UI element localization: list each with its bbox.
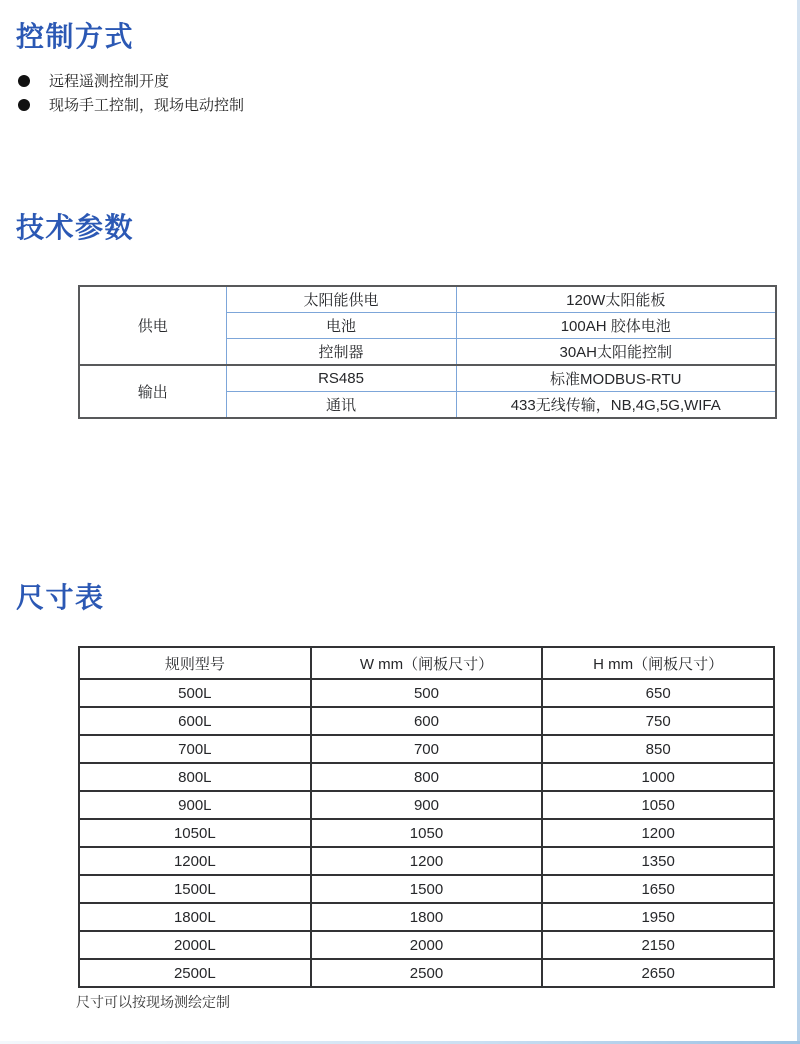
- bullet-icon: [18, 75, 30, 87]
- column-header-height: H mm（闸板尺寸）: [542, 647, 774, 679]
- model-cell: 1200L: [79, 847, 311, 875]
- height-cell: 1350: [542, 847, 774, 875]
- param-cell: 电池: [226, 313, 456, 339]
- width-cell: 1800: [311, 903, 543, 931]
- table-row: [79, 735, 774, 763]
- width-cell: 1050: [311, 819, 543, 847]
- table-row: [79, 819, 774, 847]
- value-cell: 100AH 胶体电池: [456, 313, 776, 339]
- table-row: [79, 791, 774, 819]
- height-cell: 650: [542, 679, 774, 707]
- model-cell: 700L: [79, 735, 311, 763]
- column-header-model: 规则型号: [79, 647, 311, 679]
- width-cell: 2000: [311, 931, 543, 959]
- height-cell: 1200: [542, 819, 774, 847]
- param-cell: 控制器: [226, 339, 456, 366]
- height-cell: 850: [542, 735, 774, 763]
- tech-params-table: [78, 285, 777, 419]
- table-row: [79, 931, 774, 959]
- width-cell: 800: [311, 763, 543, 791]
- bullet-icon: [18, 99, 30, 111]
- param-cell: 太阳能供电: [226, 286, 456, 313]
- height-cell: 750: [542, 707, 774, 735]
- value-cell: 30AH太阳能控制: [456, 339, 776, 366]
- model-cell: 1050L: [79, 819, 311, 847]
- table-header-row: [79, 647, 774, 679]
- width-cell: 500: [311, 679, 543, 707]
- table-row: [79, 763, 774, 791]
- model-cell: 2500L: [79, 959, 311, 987]
- table-row: [79, 959, 774, 987]
- width-cell: 1200: [311, 847, 543, 875]
- section-title-control-method: 控制方式: [16, 21, 135, 52]
- height-cell: 2650: [542, 959, 774, 987]
- model-cell: 500L: [79, 679, 311, 707]
- width-cell: 900: [311, 791, 543, 819]
- model-cell: 1800L: [79, 903, 311, 931]
- list-item: [18, 73, 244, 88]
- width-cell: 700: [311, 735, 543, 763]
- table-row: [79, 365, 776, 392]
- table-row: [79, 875, 774, 903]
- model-cell: 600L: [79, 707, 311, 735]
- table-row: [79, 286, 776, 313]
- list-item-text: 远程遥测控制开度: [49, 73, 170, 90]
- model-cell: 800L: [79, 763, 311, 791]
- model-cell: 2000L: [79, 931, 311, 959]
- height-cell: 1950: [542, 903, 774, 931]
- group-label-output: 输出: [79, 365, 226, 418]
- list-item: [18, 97, 244, 112]
- section-title-tech-params: 技术参数: [16, 212, 135, 243]
- table-row: [79, 903, 774, 931]
- list-item-text: 现场手工控制，现场电动控制: [49, 97, 245, 114]
- height-cell: 2150: [542, 931, 774, 959]
- table-row: [79, 847, 774, 875]
- height-cell: 1000: [542, 763, 774, 791]
- table-row: [79, 707, 774, 735]
- value-cell: 标准MODBUS-RTU: [456, 365, 776, 392]
- value-cell: 433无线传输，NB,4G,5G,WIFA: [456, 392, 776, 419]
- control-method-list: [18, 73, 244, 121]
- size-footnote: 尺寸可以按现场测绘定制: [76, 994, 230, 1010]
- param-cell: 通讯: [226, 392, 456, 419]
- section-title-size-table: 尺寸表: [16, 582, 105, 613]
- param-cell: RS485: [226, 365, 456, 392]
- model-cell: 1500L: [79, 875, 311, 903]
- width-cell: 600: [311, 707, 543, 735]
- group-label-power: 供电: [79, 286, 226, 365]
- column-header-width: W mm（闸板尺寸）: [311, 647, 543, 679]
- size-table: [78, 646, 775, 988]
- table-row: [79, 679, 774, 707]
- height-cell: 1050: [542, 791, 774, 819]
- value-cell: 120W太阳能板: [456, 286, 776, 313]
- height-cell: 1650: [542, 875, 774, 903]
- width-cell: 1500: [311, 875, 543, 903]
- model-cell: 900L: [79, 791, 311, 819]
- width-cell: 2500: [311, 959, 543, 987]
